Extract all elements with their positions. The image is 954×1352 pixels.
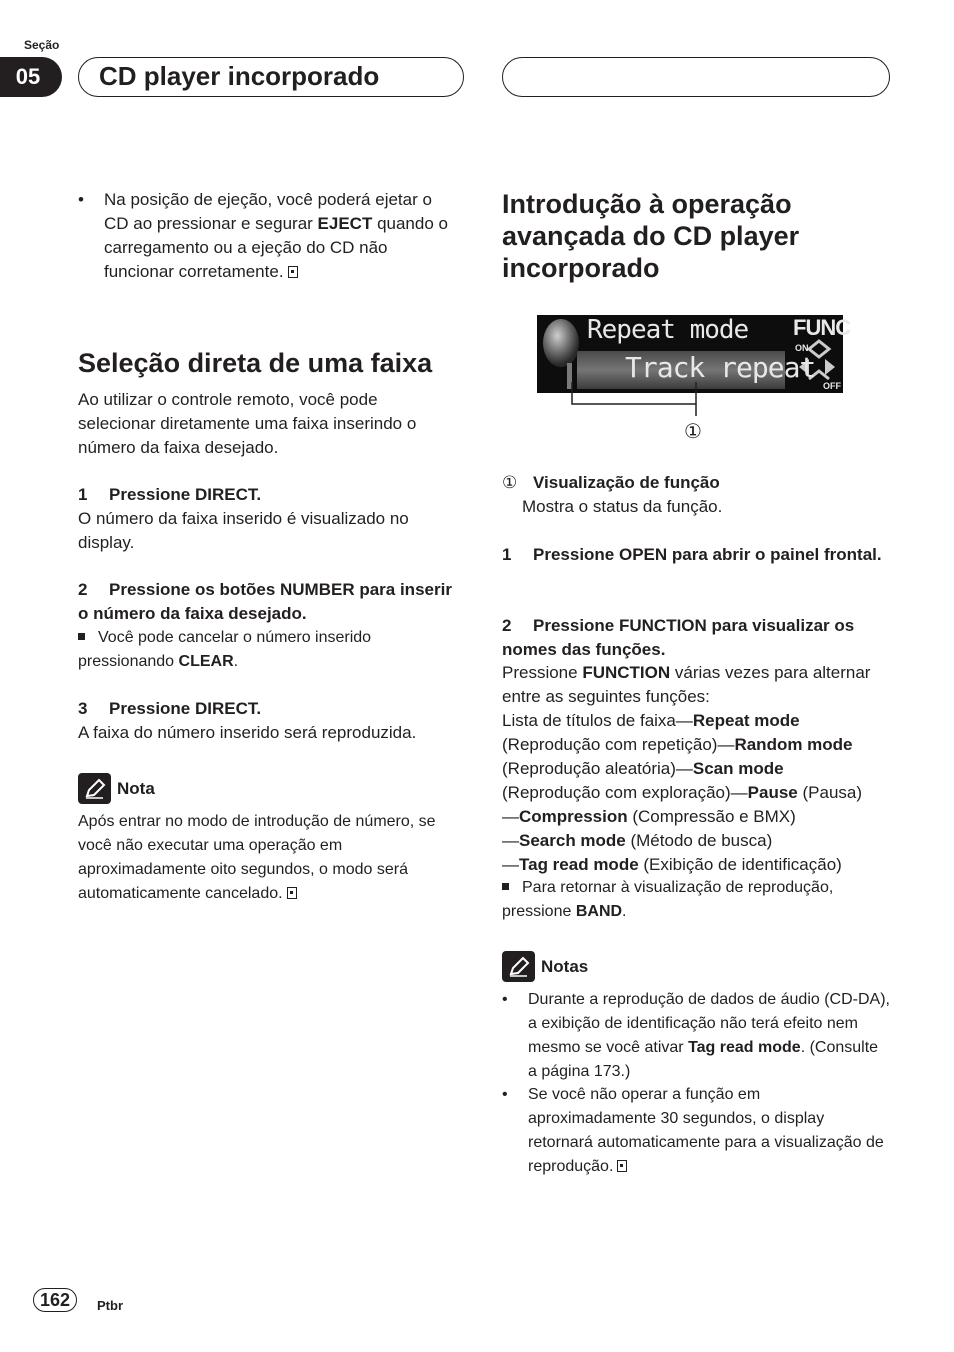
- display-line-2: Track repeat: [625, 351, 816, 384]
- left-step-2: 2 Pressione os botões NUMBER para inserir o número da faixa desejado.: [78, 580, 452, 623]
- return-note: Para retornar à visualização de reprodução, pressione BAND.: [502, 879, 834, 920]
- eject-bullet: [78, 188, 458, 284]
- display-on-label: ON: [795, 343, 809, 353]
- function-list-text: Pressione FUNCTION várias vezes para alternar entre as seguintes funções: Lista de títulos de faixa—Repeat mode (Reprodução com repetição)—Random mode (Reprodução aleatória)—Scan mode (Reprodução com exploração)—Pause (Pausa) —Compression (Compressão e BMX) —Search mode (Método de busca) —Tag read mode (Exibição de identificação): [502, 663, 871, 874]
- language-code: Ptbr: [97, 1298, 123, 1313]
- callout-lines: [560, 380, 710, 420]
- chapter-title: CD player incorporado: [78, 57, 464, 97]
- section-label: Seção: [24, 38, 60, 52]
- function-legend: ① Visualização de função: [502, 473, 720, 492]
- header-empty-frame: [502, 57, 890, 97]
- section-number-badge: 05: [0, 57, 62, 97]
- heading-direct-track: Seleção direta de uma faixa: [78, 348, 433, 378]
- function-legend-desc: Mostra o status da função.: [522, 497, 723, 516]
- left-step-3: 3 Pressione DIRECT.: [78, 699, 262, 718]
- left-step-1: 1 Pressione DIRECT.: [78, 485, 262, 504]
- left-step-1-desc: O número da faixa inserido é visualizado no display.: [78, 509, 409, 552]
- right-step-2: 2 Pressione FUNCTION para visualizar os nomes das funções.: [502, 616, 855, 659]
- end-mark-icon: [617, 1160, 627, 1172]
- left-step-2-note: Você pode cancelar o número inserido pressionando CLEAR.: [78, 629, 372, 670]
- left-step-3-desc: A faixa do número inserido será reproduzida.: [78, 723, 417, 742]
- square-bullet-icon: [78, 633, 85, 640]
- callout-marker: ①: [684, 421, 702, 443]
- bullet-dot: •: [502, 991, 508, 1008]
- display-func-label: FUNC: [793, 315, 851, 340]
- square-bullet-icon: [502, 883, 509, 890]
- display-off-label: OFF: [823, 381, 841, 391]
- right-step-1: 1 Pressione OPEN para abrir o painel frontal.: [502, 545, 882, 564]
- notes-item-2: • Se você não operar a função em aproximadamente 30 segundos, o display retornará automaticamente para a visualização de reprodução.: [502, 1083, 886, 1179]
- notes-header: Notas: [502, 951, 588, 982]
- pencil-note-icon: [502, 951, 535, 982]
- end-mark-icon: [287, 887, 297, 899]
- page-number: 162: [33, 1288, 77, 1312]
- bullet-dot: •: [78, 190, 84, 209]
- bullet-dot: •: [502, 1086, 508, 1103]
- notes-item-1: • Durante a reprodução de dados de áudio (CD-DA), a exibição de identificação não terá efeito nem mesmo se você ativar Tag read mode. (Consulte a página 173.): [502, 988, 890, 1084]
- note-header: Nota: [78, 773, 155, 804]
- heading-advanced-operation: Introdução à operação avançada do CD player incorporado: [502, 189, 800, 283]
- eject-bullet-text: Na posição de ejeção, você poderá ejetar o CD ao pressionar e segurar EJECT quando o carregamento ou a ejeção do CD não funcionar corretamente.: [104, 190, 448, 281]
- end-mark-icon: [288, 266, 298, 278]
- intro-text: Ao utilizar o controle remoto, você pode selecionar diretamente uma faixa inserindo o número da faixa desejado.: [78, 390, 417, 457]
- display-line-1: Repeat mode: [587, 315, 749, 345]
- pencil-note-icon: [78, 773, 111, 804]
- note-text: Após entrar no modo de introdução de número, se você não executar uma operação em aproximadamente oito segundos, o modo será automaticamente cancelado.: [78, 813, 436, 902]
